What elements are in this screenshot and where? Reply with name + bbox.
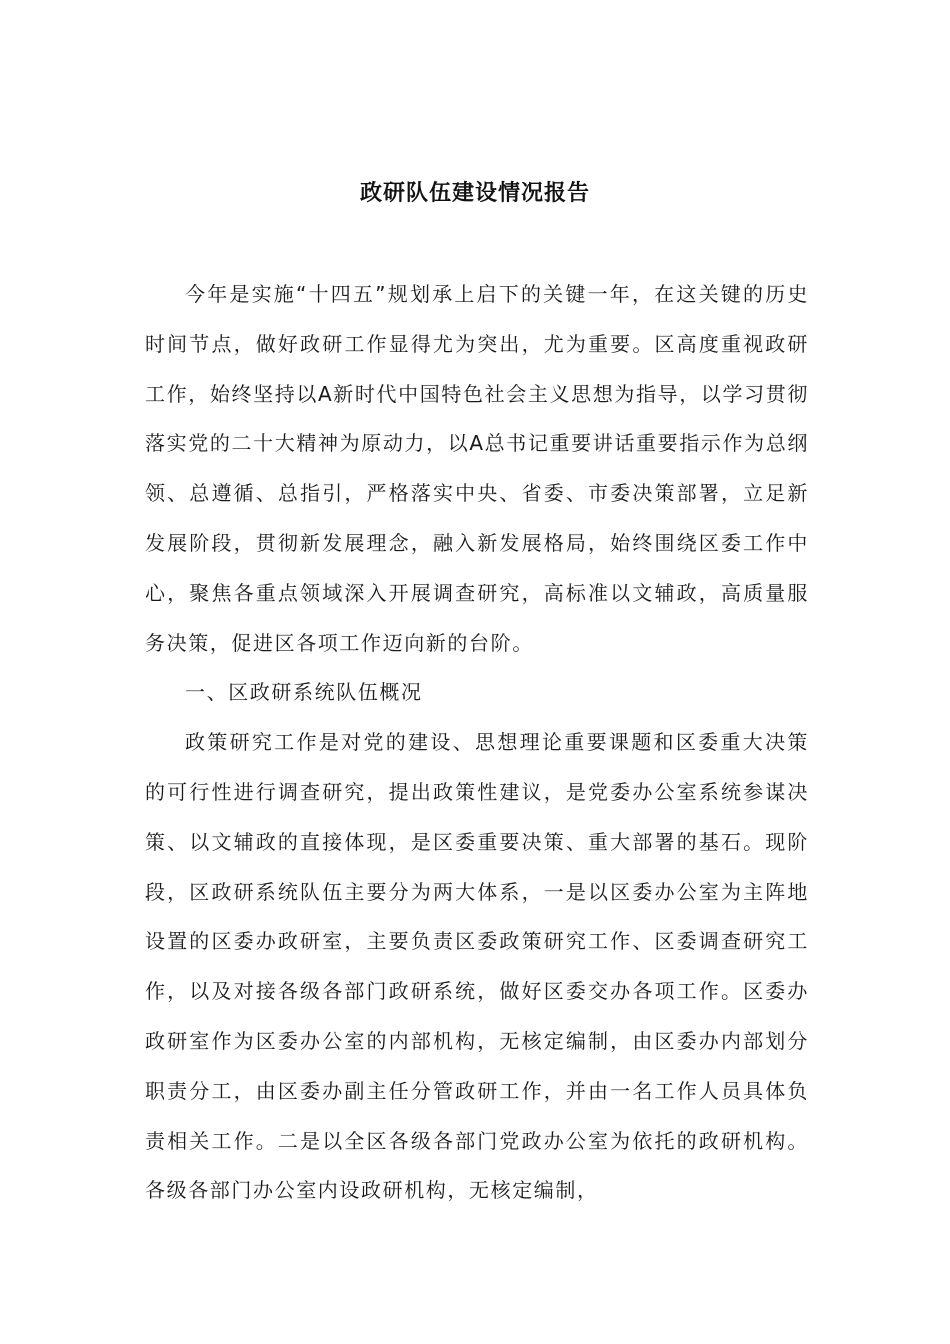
paragraph-intro: 今年是实施“十四五”规划承上启下的关键一年，在这关键的历史时间节点，做好政研工作显得尤为突出，尤为重要。区高度重视政研工作，始终坚持以A新时代中国特色社会主义思想为指导，以学习贯彻落实党的二十大精神为原动力，以A总书记重要讲话重要指示作为总纲领、总遵循、总指引，严格落实中央、省委、市委决策部署，立足新发展阶段，贯彻新发展理念，融入新发展格局，始终围绕区委工作中心，聚焦各重点领域深入开展调查研究，高标准以文辅政，高质量服务决策，促进区各项工作迈向新的台阶。 bbox=[145, 282, 809, 655]
section-heading: 一、区政研系统队伍概况 bbox=[185, 680, 423, 705]
paragraph-overview: 政策研究工作是对党的建设、思想理论重要课题和区委重大决策的可行性进行调查研究，提出政策性建议，是党委办公室系统参谋决策、以文辅政的直接体现，是区委重要决策、重大部署的基石。现阶段，区政研系统队伍主要分为两大体系，一是以区委办公室为主阵地设置的区委办政研室，主要负责区委政策研究工作、区委调查研究工作，以及对接各级各部门政研系统，做好区委交办各项工作。区委办政研室作为区委办公室的内部机构，无核定编制，由区委办内部划分职责分工，由区委办副主任分管政研工作，并由一名工作人员具体负责相关工作。二是以全区各级各部门党政办公室为依托的政研机构。各级各部门办公室内设政研机构，无核定编制， bbox=[145, 730, 809, 1203]
document-title: 政研队伍建设情况报告 bbox=[359, 179, 590, 206]
document-body bbox=[145, 270, 809, 1216]
